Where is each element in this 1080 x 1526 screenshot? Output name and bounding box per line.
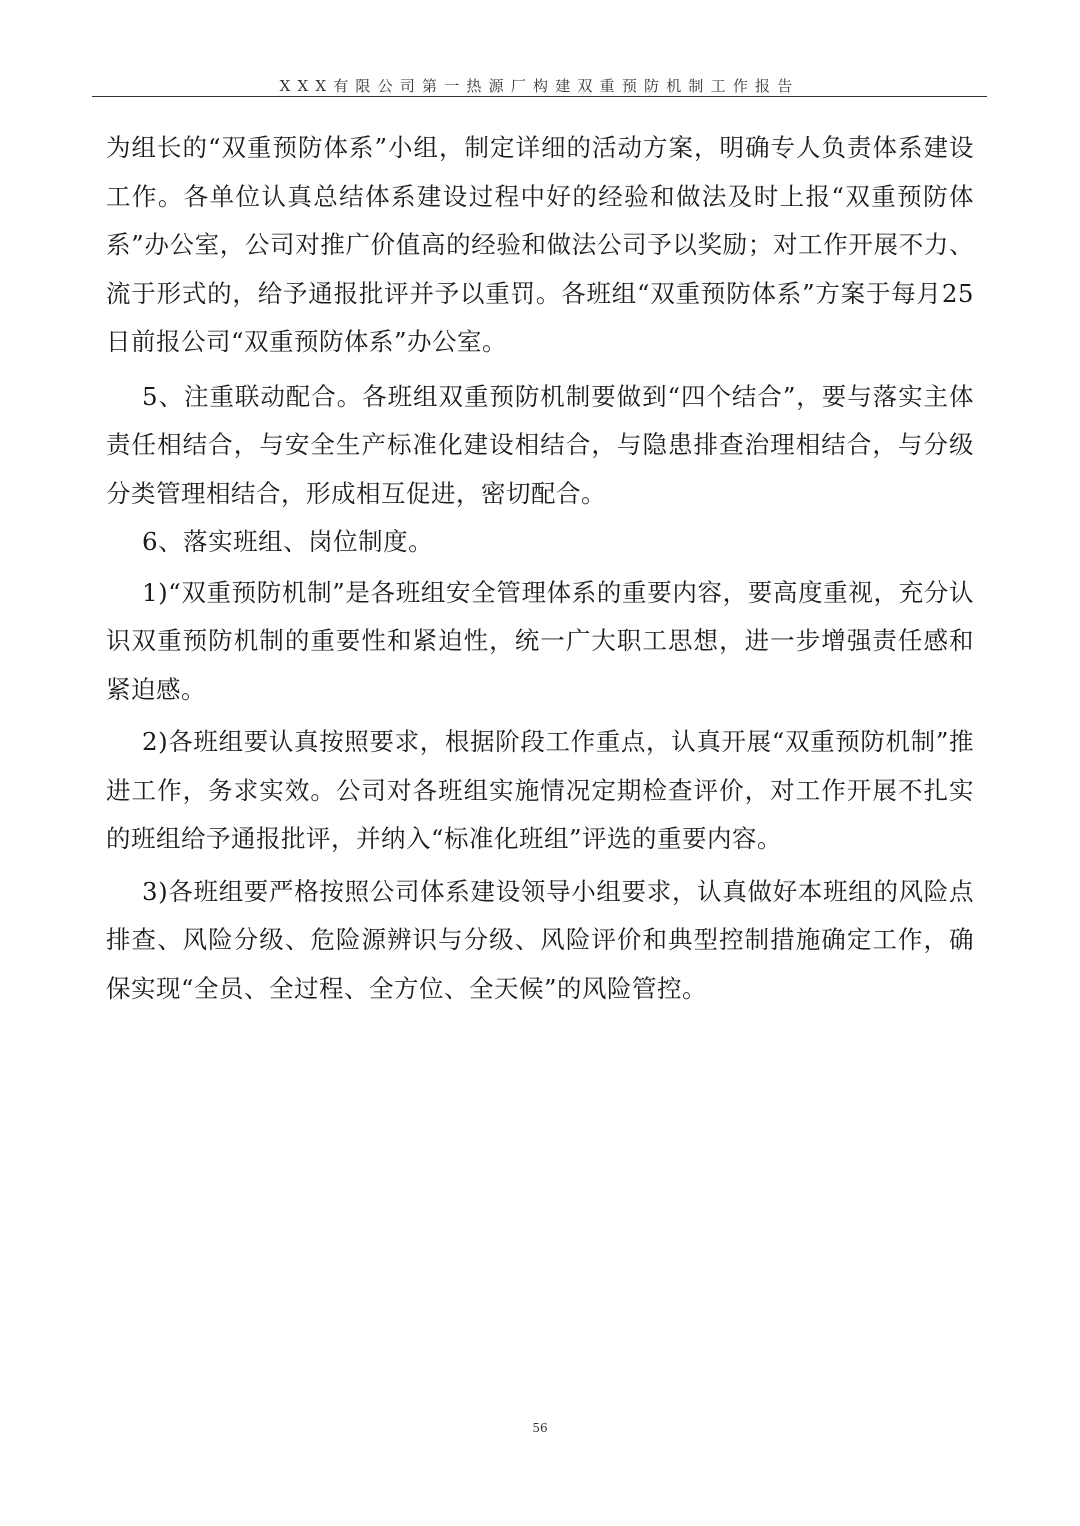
page-number: 56: [532, 1421, 548, 1435]
paragraph-continuation: 为组长的“双重预防体系”小组，制定详细的活动方案，明确专人负责体系建设工作。各单位认真总结体系建设过程中好的经验和做法及时上报“双重预防体系”办公室，公司对推广价值高的经验和做法公司予以奖励；对工作开展不力、流于形式的，给予通报批评并予以重罚。各班组“双重预防体系”方案于每月25日前报公司“双重预防体系”办公室。: [106, 133, 974, 356]
paragraph-subitem-1: 1)“双重预防机制”是各班组安全管理体系的重要内容，要高度重视，充分认识双重预防机制的重要性和紧迫性，统一广大职工思想，进一步增强责任感和紧迫感。: [106, 577, 974, 704]
paragraph-subitem-2: 2)各班组要认真按照要求，根据阶段工作重点，认真开展“双重预防机制”推进工作，务求实效。公司对各班组实施情况定期检查评价，对工作开展不扎实的班组给予通报批评，并纳入“标准化班组”评选的重要内容。: [106, 727, 974, 853]
paragraph-item-5: 5、注重联动配合。各班组双重预防机制要做到“四个结合”，要与落实主体责任相结合，与安全生产标准化建设相结合，与隐患排查治理相结合，与分级分类管理相结合，形成相互促进，密切配合。: [106, 381, 974, 508]
header-title: XXX有限公司第一热源厂构建双重预防机制工作报告: [279, 77, 800, 95]
paragraph-item-6: 6、落实班组、岗位制度。: [142, 527, 434, 556]
document-body: [106, 124, 974, 1013]
page-header: [92, 76, 987, 97]
paragraph-subitem-3: 3)各班组要严格按照公司体系建设领导小组要求，认真做好本班组的风险点排查、风险分级、危险源辨识与分级、风险评价和典型控制措施确定工作，确保实现“全员、全过程、全方位、全天候”的风险管控。: [106, 876, 974, 1003]
